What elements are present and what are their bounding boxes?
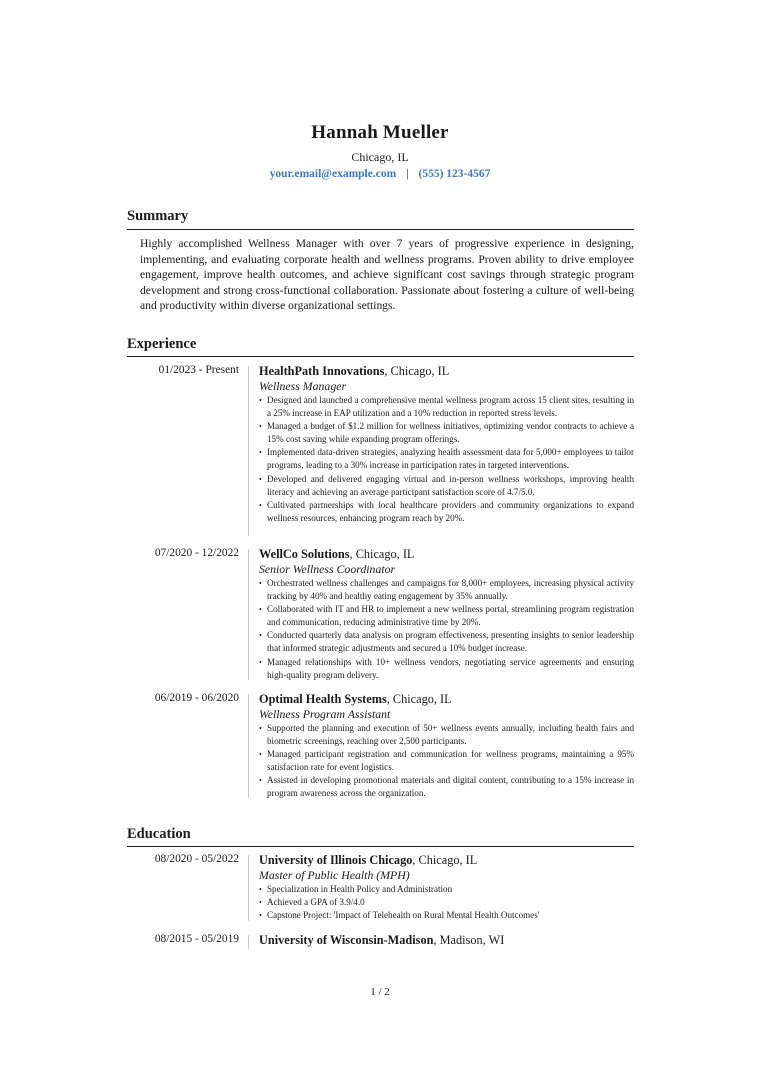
- section-rule: [127, 356, 634, 357]
- entry-bullets: [259, 577, 634, 682]
- entry-org-line: [259, 853, 634, 868]
- entry-location: , Chicago, IL: [384, 364, 450, 378]
- entry-location: , Madison, WI: [433, 933, 505, 947]
- list-item: • Implemented data-driven strategies, analyzing health assessment data for 5,000+ employees to tailor programs, leading to a 30% increase in participation rates in targeted interventions.: [259, 446, 634, 472]
- timeline-line: [248, 935, 249, 949]
- section-rule: [127, 846, 634, 847]
- entry-dates: 01/2023 - Present: [158, 364, 239, 376]
- list-item: • Conducted quarterly data analysis on program effectiveness, presenting insights to senior leadership that informed strategic adjustments and secured a 10% budget increase.: [259, 629, 634, 655]
- list-item: • Orchestrated wellness challenges and campaigns for 8,000+ employees, increasing physical activity tracking by 40% and healthy eating engagement by 35% annually.: [259, 577, 634, 603]
- entry-dates: 08/2015 - 05/2019: [154, 933, 239, 945]
- phone-link[interactable]: (555) 123-4567: [418, 168, 491, 180]
- summary-text: Highly accomplished Wellness Manager with over 7 years of progressive experience in designing, implementing, and evaluating corporate health and wellness programs. Proven ability to drive employee engagement, improve health outcomes, and achieve significant cost savings through strategic program development and strong cross-functional collaboration. Passionate about fostering a culture of well-being and productivity within diverse organizational settings.: [140, 237, 634, 312]
- entry-location: , Chicago, IL: [412, 853, 478, 867]
- timeline-line: [248, 366, 249, 536]
- list-item: • Developed and delivered engaging virtual and in-person wellness workshops, improving health literacy and achieving an average participant satisfaction score of 4.7/5.0.: [259, 473, 634, 499]
- list-item: • Collaborated with IT and HR to implement a new wellness portal, streamlining program registration and communication, reducing administrative time by 20%.: [259, 603, 634, 629]
- list-item: • Assisted in developing promotional materials and digital content, contributing to a 15% increase in program awareness across the organization.: [259, 774, 634, 800]
- entry-org: Optimal Health Systems: [259, 692, 387, 706]
- list-item: • Managed participant registration and communication for wellness programs, maintaining a 95% satisfaction rate for event logistics.: [259, 748, 634, 774]
- section-title-summary: Summary: [127, 208, 189, 224]
- section-title-experience: Experience: [127, 336, 197, 352]
- list-item: • Achieved a GPA of 3.9/4.0: [259, 896, 634, 909]
- entry-role: Wellness Program Assistant: [259, 707, 391, 721]
- entry-dates: 08/2020 - 05/2022: [154, 853, 239, 865]
- page-number: 1 / 2: [370, 986, 390, 998]
- list-item: • Managed relationships with 10+ wellness vendors, negotiating service agreements and ensuring high-quality program delivery.: [259, 656, 634, 682]
- list-item: • Supported the planning and execution of 50+ wellness events annually, including health fairs and biometric screenings, reaching over 2,500 participants.: [259, 722, 634, 748]
- entry-location: , Chicago, IL: [386, 692, 452, 706]
- list-item: • Managed a budget of $1.2 million for wellness initiatives, optimizing vendor contracts to achieve a 15% cost saving while expanding program offerings.: [259, 420, 634, 446]
- entry-org: HealthPath Innovations: [259, 364, 385, 378]
- contact-separator: |: [406, 168, 409, 180]
- entry-org: University of Illinois Chicago: [259, 853, 413, 867]
- entry-bullets: [259, 722, 634, 801]
- entry-bullets: [259, 883, 634, 922]
- entry-dates: 06/2019 - 06/2020: [154, 692, 239, 704]
- entry-role: Wellness Manager: [259, 379, 347, 393]
- contact-line: [0, 168, 760, 180]
- entry-dates: 07/2020 - 12/2022: [154, 547, 239, 559]
- entry-org-line: [259, 933, 634, 948]
- list-item: • Capstone Project: 'Impact of Telehealth on Rural Mental Health Outcomes': [259, 909, 634, 922]
- timeline-line: [248, 694, 249, 798]
- entry-degree: Master of Public Health (MPH): [259, 868, 410, 882]
- timeline-line: [248, 855, 249, 921]
- timeline-line: [248, 549, 249, 680]
- section-title-education: Education: [127, 826, 191, 842]
- entry-bullets: [259, 394, 634, 525]
- entry-org: WellCo Solutions: [259, 547, 350, 561]
- candidate-name: Hannah Mueller: [311, 122, 449, 143]
- entry-org-line: [259, 692, 634, 707]
- list-item: • Designed and launched a comprehensive mental wellness program across 15 client sites, resulting in a 25% increase in EAP utilization and a 10% reduction in reported stress levels.: [259, 394, 634, 420]
- section-rule: [127, 229, 634, 230]
- list-item: • Cultivated partnerships with local healthcare providers and community organizations to expand wellness resources, enhancing program reach by 20%.: [259, 499, 634, 525]
- candidate-location: Chicago, IL: [351, 150, 409, 164]
- entry-org-line: [259, 364, 634, 379]
- list-item: • Specialization in Health Policy and Administration: [259, 883, 634, 896]
- entry-org: University of Wisconsin-Madison: [259, 933, 434, 947]
- entry-location: , Chicago, IL: [349, 547, 415, 561]
- entry-org-line: [259, 547, 634, 562]
- email-link[interactable]: your.email@example.com: [269, 168, 397, 180]
- entry-role: Senior Wellness Coordinator: [259, 562, 396, 576]
